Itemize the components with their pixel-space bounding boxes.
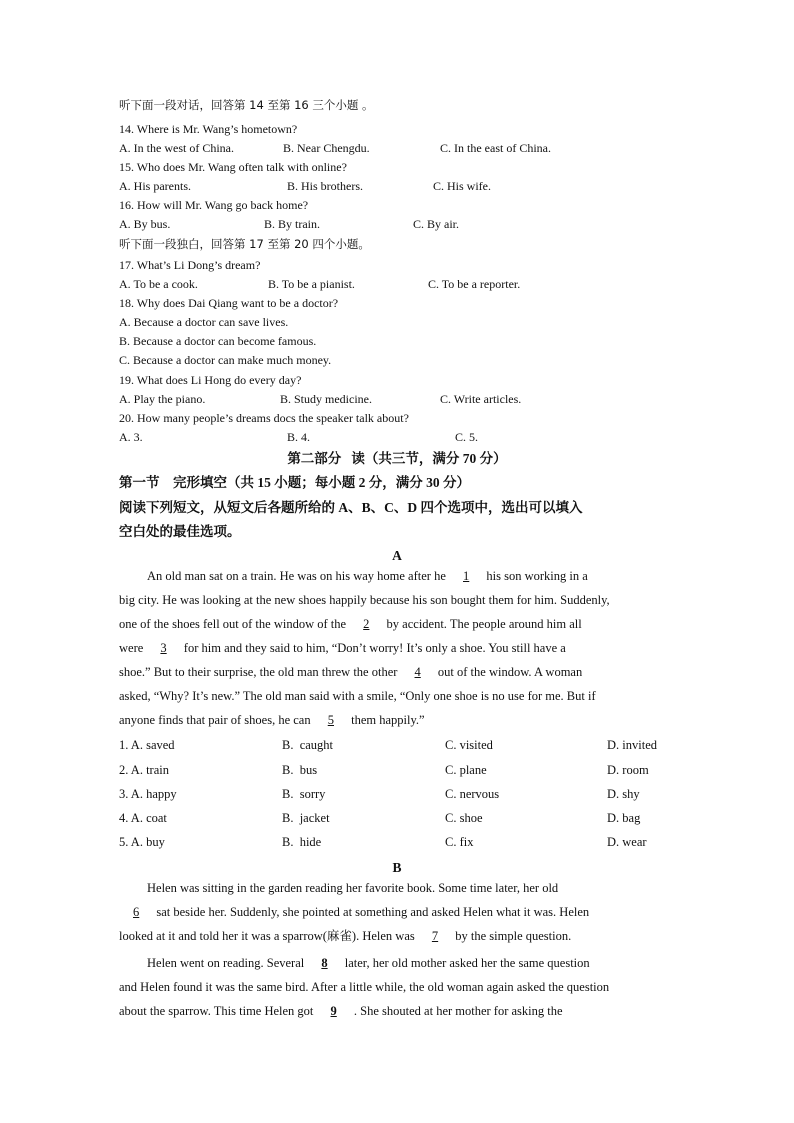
question-15-stem: 15. Who does Mr. Wang often talk with online? <box>119 160 347 174</box>
passage-a-label: A <box>392 548 402 563</box>
text-segment: looked at it and told her it was a sparrow(麻雀). Helen was <box>119 929 418 943</box>
text-segment: big city. He was looking at the new shoes happily because his son bought them for him. Suddenly, <box>119 593 610 607</box>
q17-option-c: C. To be a reporter. <box>428 277 521 291</box>
passage-b-line <box>119 924 679 948</box>
blank-4: 4 <box>414 665 421 679</box>
option-a: 5. A. buy <box>119 835 165 849</box>
section-1-title: 第一节 完形填空（共 15 小题；每小题 2 分，满分 30 分） <box>119 475 470 490</box>
q15-option-c: C. His wife. <box>433 179 491 193</box>
q15-option-b: B. His brothers. <box>287 179 363 193</box>
text-segment: later, her old mother asked her the same question <box>341 956 590 970</box>
blank-8: 8 <box>321 956 328 970</box>
passage-b-label: B <box>392 860 402 875</box>
option-a: 3. A. happy <box>119 787 177 801</box>
q16-option-c: C. By air. <box>413 217 460 231</box>
question-18-stem: 18. Why does Dai Qiang want to be a doctor? <box>119 296 339 310</box>
text-segment: his son working in a <box>483 569 588 583</box>
option-c: C. plane <box>445 763 487 777</box>
q18-option-c: C. Because a doctor can make much money. <box>119 353 332 367</box>
passage-a-line <box>119 636 679 660</box>
option-row-5 <box>119 835 679 853</box>
q19-option-b: B. Study medicine. <box>280 392 372 406</box>
option-c: C. shoe <box>445 811 483 825</box>
option-b: B. hide <box>282 835 322 849</box>
q15-option-a: A. His parents. <box>119 179 191 193</box>
passage-b-line <box>119 999 679 1023</box>
text-segment: sat beside her. Suddenly, she pointed at something and asked Helen what it was. Helen <box>153 905 590 919</box>
option-d: D. bag <box>607 811 641 825</box>
text-segment: . She shouted at her mother for asking the <box>350 1004 563 1018</box>
text-segment: for him and they said to him, “Don’t worry! It’s only a shoe. You still have a <box>180 641 566 655</box>
q20-option-b: B. 4. <box>287 430 311 444</box>
blank-7: 7 <box>431 929 439 943</box>
passage-a-line <box>119 660 679 684</box>
passage-a-line <box>119 588 679 612</box>
option-a: 4. A. coat <box>119 811 167 825</box>
text-segment: shoe.” But to their surprise, the old man threw the other <box>119 665 401 679</box>
passage-a-line <box>119 612 679 636</box>
part-2-title: 第二部分 读（共三节，满分 70 分） <box>287 451 507 466</box>
blank-5: 5 <box>327 713 334 727</box>
q20-option-a: A. 3. <box>119 430 143 444</box>
q18-option-b: B. Because a doctor can become famous. <box>119 334 317 348</box>
option-b: B. sorry <box>282 787 326 801</box>
question-14-stem: 14. Where is Mr. Wang’s hometown? <box>119 122 298 136</box>
text-segment: about the sparrow. This time Helen got <box>119 1004 317 1018</box>
question-20-stem: 20. How many people’s dreams docs the speaker talk about? <box>119 411 409 425</box>
text-segment: one of the shoes fell out of the window of the <box>119 617 350 631</box>
option-c: C. nervous <box>445 787 500 801</box>
passage-b-line <box>119 900 679 924</box>
option-a: 1. A. saved <box>119 738 175 752</box>
passage-b-text <box>119 876 679 1023</box>
q19-option-c: C. Write articles. <box>440 392 522 406</box>
blank-9: 9 <box>330 1004 337 1018</box>
question-19-stem: 19. What does Li Hong do every day? <box>119 373 302 387</box>
q16-option-a: A. By bus. <box>119 217 171 231</box>
instruction-line-2: 空白处的最佳选项。 <box>119 524 241 539</box>
q14-option-b: B. Near Chengdu. <box>283 141 370 155</box>
blank-3: 3 <box>160 641 167 655</box>
instruction-line-1: 阅读下列短文，从短文后各题所给的 A、B、C、D 四个选项中，选出可以填入 <box>119 500 583 515</box>
q14-option-c: C. In the east of China. <box>440 141 551 155</box>
text-segment: Helen went on reading. Several <box>147 956 308 970</box>
passage-b-line <box>119 975 679 999</box>
text-segment: out of the window. A woman <box>434 665 583 679</box>
passage-b-line <box>119 876 679 900</box>
text-segment: by the simple question. <box>452 929 572 943</box>
text-segment: An old man sat on a train. He was on his way home after he <box>147 569 450 583</box>
option-c: C. visited <box>445 738 493 752</box>
blank-6: 6 <box>133 905 140 919</box>
q18-option-a: A. Because a doctor can save lives. <box>119 315 289 329</box>
option-d: D. wear <box>607 835 647 849</box>
text-segment: and Helen found it was the same bird. After a little while, the old woman again asked the question <box>119 980 610 994</box>
question-16-stem: 16. How will Mr. Wang go back home? <box>119 198 309 212</box>
q20-option-c: C. 5. <box>455 430 479 444</box>
option-b: B. bus <box>282 763 318 777</box>
option-c: C. fix <box>445 835 474 849</box>
passage-a-line <box>119 708 679 732</box>
option-row-3 <box>119 787 679 805</box>
q17-option-a: A. To be a cook. <box>119 277 198 291</box>
option-d: D. shy <box>607 787 640 801</box>
option-d: D. invited <box>607 738 657 752</box>
option-b: B. jacket <box>282 811 330 825</box>
text-segment: them happily.” <box>347 713 425 727</box>
passage-a-line <box>119 684 679 708</box>
option-row-2 <box>119 763 679 781</box>
text-segment: asked, “Why? It’s new.” The old man said with a smile, “Only one shoe is no use for me. But if <box>119 689 596 703</box>
passage-a-line <box>119 564 679 588</box>
passage-a-text <box>119 564 679 732</box>
text-segment: by accident. The people around him all <box>383 617 582 631</box>
q17-option-b: B. To be a pianist. <box>268 277 355 291</box>
listening-intro-2: 听下面一段独白，回答第 17 至第 20 四个小题。 <box>119 237 370 251</box>
option-row-1 <box>119 738 679 756</box>
option-a: 2. A. train <box>119 763 169 777</box>
listening-intro-1: 听下面一段对话，回答第 14 至第 16 三个小题 。 <box>119 98 374 112</box>
option-row-4 <box>119 811 679 829</box>
passage-b-line <box>119 951 679 975</box>
option-b: B. caught <box>282 738 334 752</box>
option-d: D. room <box>607 763 649 777</box>
blank-2: 2 <box>363 617 370 631</box>
text-segment: were <box>119 641 147 655</box>
question-17-stem: 17. What’s Li Dong’s dream? <box>119 258 261 272</box>
q16-option-b: B. By train. <box>264 217 320 231</box>
text-segment: Helen was sitting in the garden reading her favorite book. Some time later, her old <box>147 881 559 895</box>
blank-1: 1 <box>463 569 470 583</box>
q19-option-a: A. Play the piano. <box>119 392 206 406</box>
text-segment: anyone finds that pair of shoes, he can <box>119 713 314 727</box>
q14-option-a: A. In the west of China. <box>119 141 234 155</box>
